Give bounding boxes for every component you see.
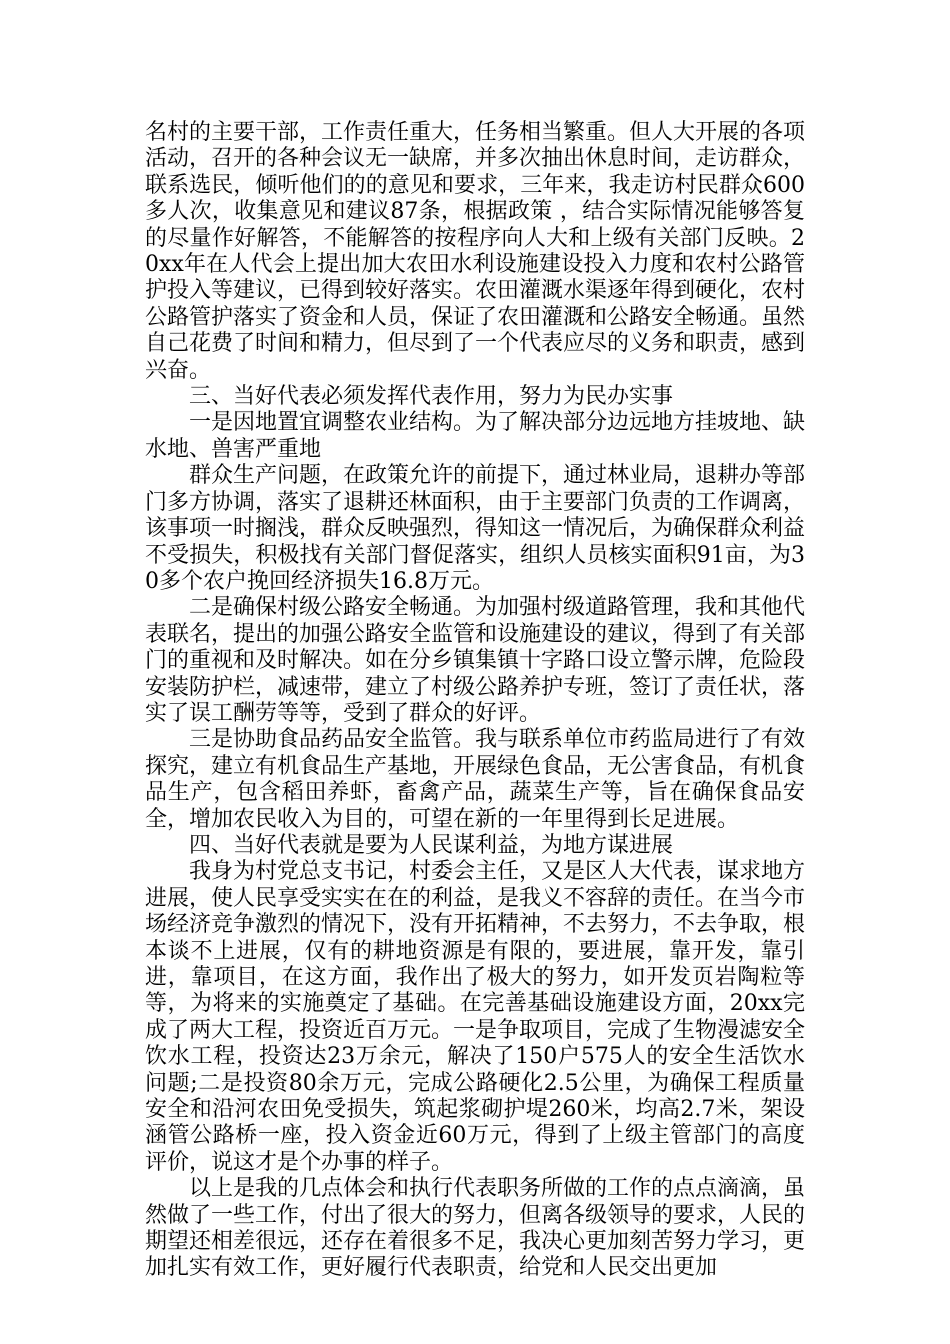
paragraph-intro: 名村的主要干部，工作责任重大，任务相当繁重。但人大开展的各项活动，召开的各种会议无一缺席，并多次抽出休息时间，走访群众，联系选民，倾听他们的的意见和要求，三年来，我走访村民群众600多人次，收集意见和建议87条，根据政策 ，结合实际情况能够答复的尽量作好解答，不能解答的按程序向人大和上级有关部门反映。20xx年在人代会上提出加大农田水利设施建设投入力度和农村公路管护投入等建议，已得到较好落实。农田灌溉水渠逐年得到硬化，农村公路管护落实了资金和人员，保证了农田灌溉和公路安全畅通。虽然自己花费了时间和精力，但尽到了一个代表应尽的义务和职责，感到兴奋。	[145, 120, 806, 383]
paragraph-masses: 群众生产问题，在政策允许的前提下，通过林业局，退耕办等部门多方协调，落实了退耕还林面积，由于主要部门负责的工作调离，该事项一时搁浅，群众反映强烈，得知这一情况后，为确保群众利益不受损失，积极找有关部门督促落实，组织人员核实面积91亩，为30多个农户挽回经济损失16.8万元。	[145, 463, 806, 594]
document-page	[145, 120, 805, 1282]
section-heading-4: 四、当好代表就是要为人民谋利益，为地方谋进展	[189, 832, 674, 858]
section-heading-3: 三、当好代表必须发挥代表作用，努力为民办实事	[189, 384, 674, 410]
paragraph-development: 我身为村党总支书记，村委会主任，又是区人大代表，谋求地方进展，使人民享受实实在在的利益，是我义不容辞的责任。在当今市场经济竞争激烈的情况下，没有开拓精神，不去努力，不去争取，根本谈不上进展，仅有的耕地资源是有限的，要进展，靠开发，靠引进，靠项目，在这方面，我作出了极大的努力，如开发页岩陶粒等等，为将来的实施奠定了基础。在完善基础设施建设方面，20xx完成了两大工程，投资近百万元。一是争取项目，完成了生物漫滤安全饮水工程，投资达23万余元，解决了150户575人的安全生活饮水问题;二是投资80余万元，完成公路硬化2.5公里，为确保工程质量安全和沿河农田免受损失，筑起浆砌护堤260米，均高2.7米，架设涵管公路桥一座，投入资金近60万元，得到了上级主管部门的高度评价，说这才是个办事的样子。	[145, 859, 806, 1175]
paragraph-roads: 二是确保村级公路安全畅通。为加强村级道路管理，我和其他代表联名，提出的加强公路安全监管和设施建设的建议，得到了有关部门的重视和及时解决。如在分乡镇集镇十字路口设立警示牌，危险段安装防护栏，减速带，建立了村级公路养护专班，签订了责任状，落实了误工酬劳等等，受到了群众的好评。	[145, 595, 806, 726]
paragraph-agriculture: 一是因地置宜调整农业结构。为了解决部分边远地方挂坡地、缺水地、兽害严重地	[145, 410, 806, 462]
paragraph-food-safety: 三是协助食品药品安全监管。我与联系单位市药监局进行了有效探究，建立有机食品生产基地，开展绿色食品，无公害食品，有机食品生产，包含稻田养虾，畜禽产品，蔬菜生产等，旨在确保食品安全，增加农民收入为目的，可望在新的一年里得到长足进展。	[145, 727, 806, 832]
paragraph-summary: 以上是我的几点体会和执行代表职务所做的工作的点点滴滴，虽然做了一些工作，付出了很大的努力，但离各级领导的要求，人民的期望还相差很远，还存在着很多不足，我决心更加刻苦努力学习，更加扎实有效工作，更好履行代表职责，给党和人民交出更加	[145, 1176, 806, 1281]
